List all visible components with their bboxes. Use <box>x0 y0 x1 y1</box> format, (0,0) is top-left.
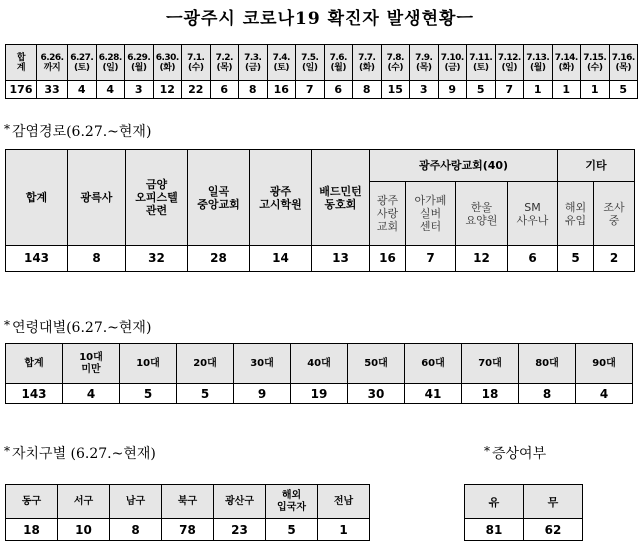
symptom-section-label: 증상여부 <box>492 446 547 462</box>
route-col-ilgok: 일곡 중앙교회 <box>188 150 250 246</box>
age-header-cell: 70대 <box>462 344 519 384</box>
daily-value-cell: 6 <box>324 81 353 99</box>
symptom-values-row <box>465 519 583 541</box>
section-mark: * <box>4 444 10 458</box>
daily-value-cell: 4 <box>68 81 97 99</box>
route-sub-sm: SM 사우나 <box>508 182 558 246</box>
age-value-cell: 9 <box>234 384 291 404</box>
age-header-cell: 10대 미만 <box>63 344 120 384</box>
age-header-cell: 40대 <box>291 344 348 384</box>
district-value-cell: 78 <box>162 519 214 541</box>
route-sub-hanul: 한울 요양원 <box>456 182 508 246</box>
section-mark: * <box>4 318 10 332</box>
age-group-table <box>5 343 633 404</box>
district-header-cell: 해외 입국자 <box>266 485 318 519</box>
route-col-badminton: 배드민턴 동호회 <box>312 150 370 246</box>
age-value-cell: 30 <box>348 384 405 404</box>
symptom-header-cell: 무 <box>524 485 583 519</box>
age-value-cell: 4 <box>576 384 633 404</box>
symptom-value-cell: 62 <box>524 519 583 541</box>
route-col-officetel: 금양 오피스텔 관련 <box>126 150 188 246</box>
route-col-gwangreuksa: 광륵사 <box>68 150 126 246</box>
age-header-row <box>6 344 633 384</box>
district-section-label: 자치구별 (6.27.~현재) <box>12 446 156 462</box>
route-value-cell: 13 <box>312 246 370 272</box>
route-sub-overseas: 해외 유입 <box>558 182 594 246</box>
daily-value-cell: 1 <box>552 81 581 99</box>
route-sub-investigating: 조사 중 <box>594 182 635 246</box>
age-header-cell: 30대 <box>234 344 291 384</box>
district-value-cell: 18 <box>6 519 58 541</box>
route-value-cell: 2 <box>594 246 635 272</box>
daily-header-cell: 7.8. (수) <box>381 45 410 81</box>
district-value-cell: 1 <box>318 519 370 541</box>
daily-header-cell: 7.1. (수) <box>182 45 211 81</box>
daily-value-cell: 3 <box>410 81 439 99</box>
daily-value-cell: 12 <box>153 81 182 99</box>
age-value-cell: 4 <box>63 384 120 404</box>
district-value-cell: 8 <box>110 519 162 541</box>
daily-value-cell: 33 <box>37 81 68 99</box>
route-value-cell: 12 <box>456 246 508 272</box>
section-mark: * <box>4 122 10 136</box>
daily-value-cell: 176 <box>6 81 37 99</box>
route-value-cell: 16 <box>370 246 406 272</box>
daily-header-cell: 6.27. (토) <box>68 45 97 81</box>
district-value-cell: 23 <box>214 519 266 541</box>
district-values-row <box>6 519 370 541</box>
route-group-sarang: 광주사랑교회(40) <box>370 150 558 182</box>
district-header-cell: 서구 <box>58 485 110 519</box>
route-value-cell: 28 <box>188 246 250 272</box>
daily-header-cell: 6.26. 까지 <box>37 45 68 81</box>
daily-value-cell: 6 <box>210 81 239 99</box>
age-value-cell: 19 <box>291 384 348 404</box>
age-header-cell: 합계 <box>6 344 63 384</box>
daily-values-row <box>6 81 638 99</box>
route-sub-agape: 아가페 실버 센터 <box>406 182 456 246</box>
daily-value-cell: 15 <box>381 81 410 99</box>
section-mark: * <box>484 444 490 458</box>
age-header-cell: 50대 <box>348 344 405 384</box>
daily-value-cell: 4 <box>96 81 125 99</box>
age-section-label: 연령대별(6.27.~현재) <box>12 320 152 336</box>
daily-header-cell: 7.16. (목) <box>609 45 638 81</box>
daily-value-cell: 8 <box>239 81 268 99</box>
route-group-etc: 기타 <box>558 150 635 182</box>
daily-header-cell: 7.9. (목) <box>410 45 439 81</box>
infection-route-table <box>5 149 635 272</box>
daily-value-cell: 22 <box>182 81 211 99</box>
district-value-cell: 10 <box>58 519 110 541</box>
route-section-label: 감염경로(6.27.~현재) <box>12 124 152 140</box>
daily-header-row <box>6 45 638 81</box>
route-value-cell: 32 <box>126 246 188 272</box>
age-value-cell: 41 <box>405 384 462 404</box>
route-col-total: 합계 <box>6 150 68 246</box>
age-header-cell: 60대 <box>405 344 462 384</box>
age-section-title <box>4 317 151 337</box>
district-header-cell: 동구 <box>6 485 58 519</box>
daily-header-cell: 7.3. (금) <box>239 45 268 81</box>
route-value-cell: 143 <box>6 246 68 272</box>
daily-header-cell: 7.12. (일) <box>495 45 524 81</box>
daily-header-cell: 6.30. (화) <box>153 45 182 81</box>
route-values-row <box>6 246 635 272</box>
district-value-cell: 5 <box>266 519 318 541</box>
route-value-cell: 14 <box>250 246 312 272</box>
route-header-row-1 <box>6 150 635 182</box>
district-header-row <box>6 485 370 519</box>
district-header-cell: 북구 <box>162 485 214 519</box>
daily-header-cell: 7.4. (토) <box>267 45 296 81</box>
daily-header-cell: 7.5. (일) <box>296 45 325 81</box>
daily-header-cell: 7.6. (월) <box>324 45 353 81</box>
district-table <box>5 484 370 541</box>
route-sub-church: 광주 사랑 교회 <box>370 182 406 246</box>
daily-header-cell: 7.14. (화) <box>552 45 581 81</box>
daily-value-cell: 1 <box>524 81 553 99</box>
daily-cases-table <box>5 44 638 99</box>
district-section-title <box>4 443 156 463</box>
daily-header-cell: 7.11. (토) <box>467 45 496 81</box>
district-header-cell: 광산구 <box>214 485 266 519</box>
daily-value-cell: 7 <box>296 81 325 99</box>
daily-value-cell: 9 <box>438 81 467 99</box>
symptom-header-row <box>465 485 583 519</box>
daily-value-cell: 1 <box>581 81 610 99</box>
page-title: ㅡ광주시 코로나19 확진자 발생현황ㅡ <box>166 9 474 29</box>
symptom-section-title <box>484 443 546 463</box>
age-value-cell: 5 <box>177 384 234 404</box>
route-value-cell: 8 <box>68 246 126 272</box>
route-col-gosiwon: 광주 고시학원 <box>250 150 312 246</box>
age-header-cell: 20대 <box>177 344 234 384</box>
daily-header-cell: 7.15. (수) <box>581 45 610 81</box>
daily-header-cell: 7.2. (목) <box>210 45 239 81</box>
daily-value-cell: 5 <box>467 81 496 99</box>
route-value-cell: 5 <box>558 246 594 272</box>
symptom-table <box>464 484 583 541</box>
age-header-cell: 90대 <box>576 344 633 384</box>
age-value-cell: 18 <box>462 384 519 404</box>
daily-value-cell: 3 <box>125 81 154 99</box>
daily-value-cell: 16 <box>267 81 296 99</box>
daily-header-cell: 6.29. (월) <box>125 45 154 81</box>
symptom-header-cell: 유 <box>465 485 524 519</box>
daily-header-cell: 합 계 <box>6 45 37 81</box>
age-values-row <box>6 384 633 404</box>
age-value-cell: 8 <box>519 384 576 404</box>
daily-value-cell: 7 <box>495 81 524 99</box>
daily-header-cell: 7.7. (화) <box>353 45 382 81</box>
age-header-cell: 10대 <box>120 344 177 384</box>
route-section-title <box>4 121 151 141</box>
route-value-cell: 7 <box>406 246 456 272</box>
route-value-cell: 6 <box>508 246 558 272</box>
daily-header-cell: 7.13. (월) <box>524 45 553 81</box>
age-header-cell: 80대 <box>519 344 576 384</box>
daily-header-cell: 6.28. (일) <box>96 45 125 81</box>
daily-value-cell: 8 <box>353 81 382 99</box>
symptom-value-cell: 81 <box>465 519 524 541</box>
age-value-cell: 5 <box>120 384 177 404</box>
district-header-cell: 전남 <box>318 485 370 519</box>
daily-header-cell: 7.10. (금) <box>438 45 467 81</box>
age-value-cell: 143 <box>6 384 63 404</box>
daily-value-cell: 5 <box>609 81 638 99</box>
district-header-cell: 남구 <box>110 485 162 519</box>
